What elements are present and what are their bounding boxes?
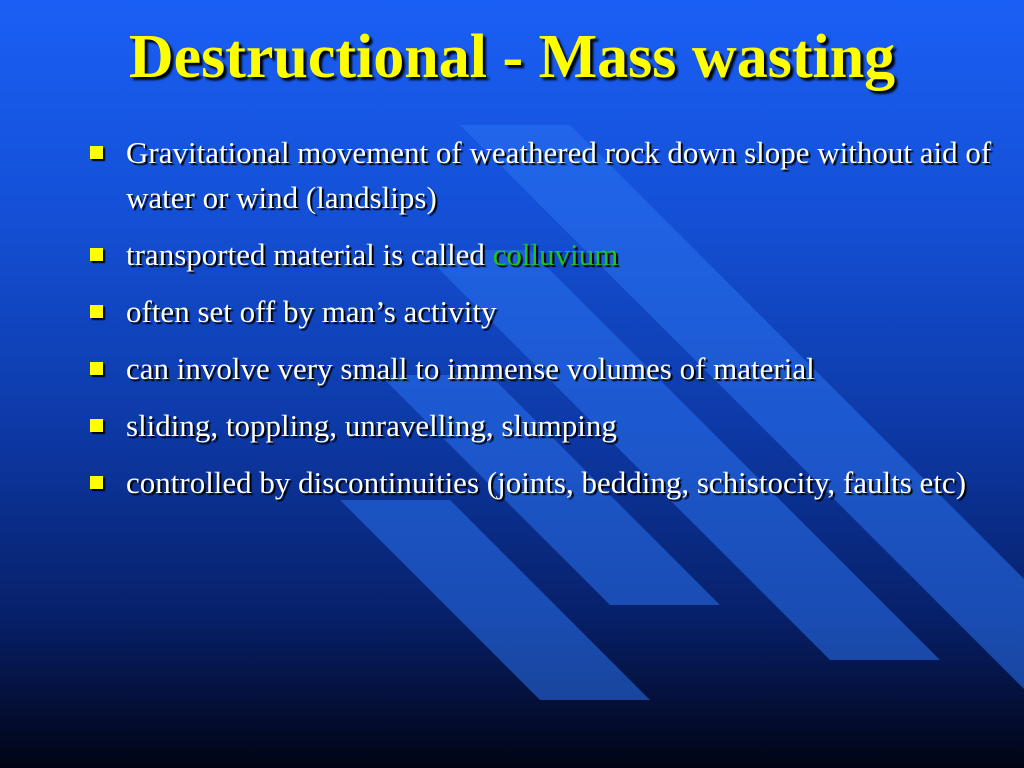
bullet-text: often set off by man’s activity (126, 294, 497, 329)
bullet-text: controlled by discontinuities (joints, bedding, schistocity, faults etc) (126, 465, 967, 500)
bullet-item (88, 460, 1018, 505)
bullet-list (88, 130, 1018, 517)
slide-title: Destructional - Mass wasting (128, 23, 896, 91)
bullet-text: Gravitational movement of weathered rock down slope without aid of water or wind (landslips) (126, 135, 992, 215)
bullet-item (88, 232, 1018, 277)
bullet-text: transported material is called (126, 237, 493, 272)
square-bullet-icon (90, 419, 103, 432)
bullet-item (88, 289, 1018, 334)
bullet-item (88, 346, 1018, 391)
square-bullet-icon (90, 146, 103, 159)
bullet-item (88, 403, 1018, 448)
bullet-item (88, 130, 1018, 220)
square-bullet-icon (90, 248, 103, 261)
square-bullet-icon (90, 362, 103, 375)
square-bullet-icon (90, 305, 103, 318)
square-bullet-icon (90, 476, 103, 489)
bullet-text: can involve very small to immense volumes of material (126, 351, 815, 386)
bullet-text: sliding, toppling, unravelling, slumping (126, 408, 617, 443)
highlighted-term: colluvium (492, 237, 619, 272)
